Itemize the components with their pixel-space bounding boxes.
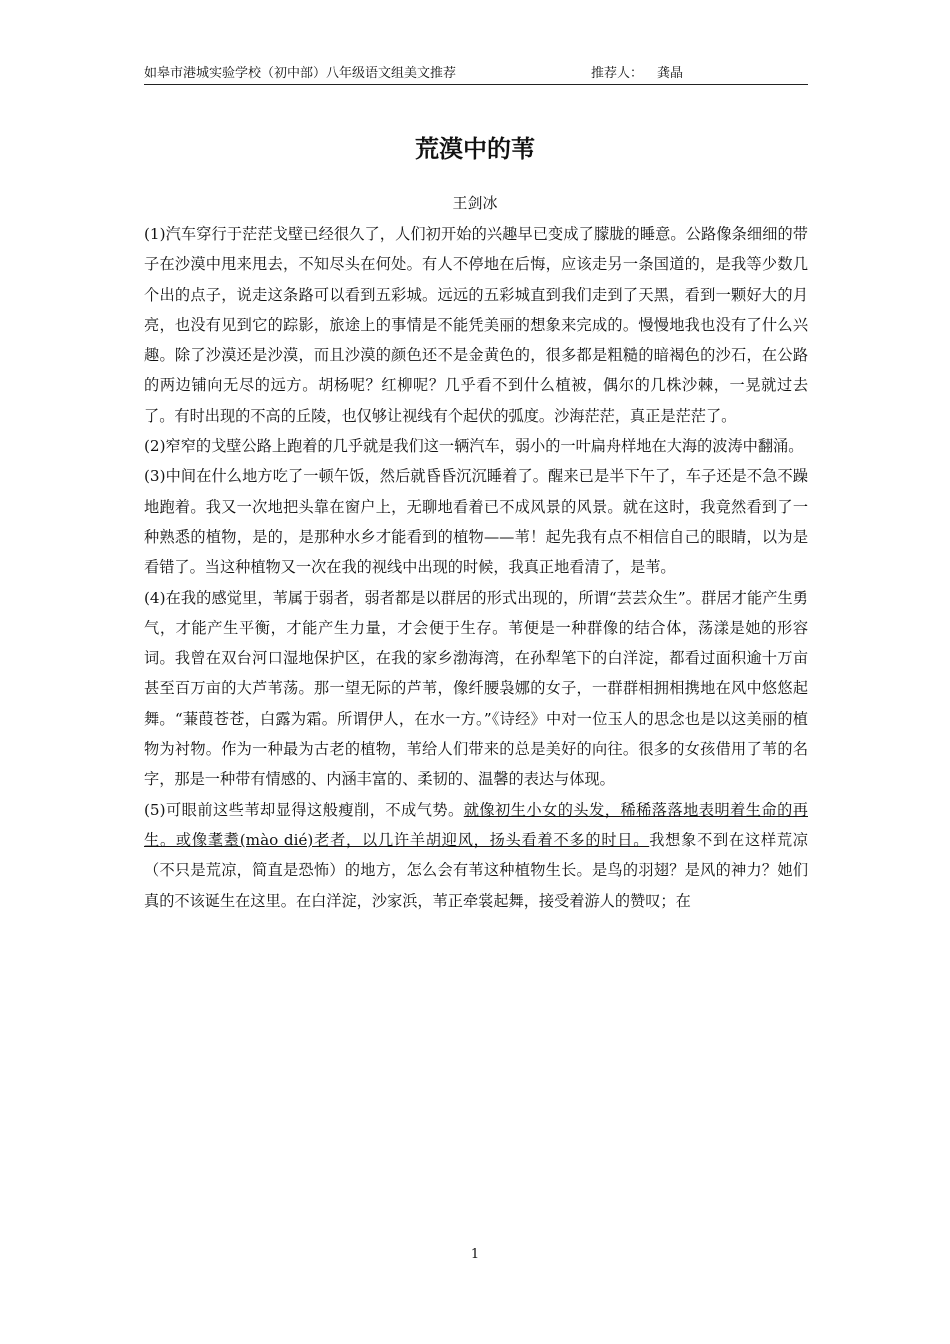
paragraph-3: (3)中间在什么地方吃了一顿午饭，然后就昏昏沉沉睡着了。醒来已是半下午了，车子还是不急不躁地跑着。我又一次地把头靠在窗户上，无聊地看着已不成风景的风景。就在这时，我竟然看到了一种熟悉的植物，是的，是那种水乡才能看到的植物——苇！起先我有点不相信自己的眼睛，以为是看错了。当这种植物又一次在我的视线中出现的时候，我真正地看清了，是苇。: [144, 467, 808, 577]
recommender-label: 推荐人：: [591, 66, 644, 81]
paragraph-4: (4)在我的感觉里，苇属于弱者，弱者都是以群居的形式出现的，所谓“芸芸众生”。群居才能产生勇气，才能产生平衡，才能产生力量，才会便于生存。苇便是一种群像的结合体，荡漾是她的形容词。我曾在双台河口湿地保护区，在我的家乡渤海湾，在孙犁笔下的白洋淀，都看过面积逾十万亩甚至百万亩的大芦苇荡。那一望无际的芦苇，像纤腰袅娜的女子，一群群相拥相携地在风中悠悠起舞。“蒹葭苍苍，白露为霜。所谓伊人，在水一方。”《诗经》中对一位玉人的思念也是以这美丽的植物为衬物。作为一种最为古老的植物，苇给人们带来的总是美好的向往。很多的女孩借用了苇的名字，那是一种带有情感的、内涵丰富的、柔韧的、温馨的表达与体现。: [144, 588, 808, 789]
paragraph-2: (2)窄窄的戈壁公路上跑着的几乎就是我们这一辆汽车，弱小的一叶扁舟样地在大海的波涛中翻涌。: [144, 437, 804, 456]
article-title: 荒漠中的苇: [415, 135, 535, 163]
header-school-title: 如皋市港城实验学校（初中部）八年级语文组美文推荐: [144, 66, 457, 81]
paragraph-5-rest: 我想象不到在这样荒凉（不只是荒凉，简直是恐怖）的地方，怎么会有苇这种植物生长。是鸟的羽翅？是风的神力？她们真的不该诞生在这里。在白洋淀，沙家浜，苇正牵裳起舞，接受着游人的赞叹；在: [144, 830, 808, 910]
page-number: 1: [470, 1247, 480, 1262]
paragraph-1: (1)汽车穿行于茫茫戈壁已经很久了，人们初开始的兴趣早已变成了朦胧的睡意。公路像条细细的带子在沙漠中甩来甩去，不知尽头在何处。有人不停地在后悔，应该走另一条国道的，是我等少数几个出的点子，说走这条路可以看到五彩城。远远的五彩城直到我们走到了天黑，看到一颗好大的月亮，也没有见到它的踪影，旅途上的事情是不能凭美丽的想象来完成的。慢慢地我也没有了什么兴趣。除了沙漠还是沙漠，而且沙漠的颜色还不是金黄色的，很多都是粗糙的暗褐色的沙石，在公路的两边铺向无尽的远方。胡杨呢？红柳呢？几乎看不到什么植被，偶尔的几株沙棘，一晃就过去了。有时出现的不高的丘陵，也仅够让视线有个起伏的弧度。沙海茫茫，真正是茫茫了。: [144, 225, 808, 425]
paragraph-5-lead: (5)可眼前这些苇却显得这般瘦削，不成气势。: [144, 800, 464, 819]
page-header: [144, 64, 808, 85]
recommender-name: 龚晶: [657, 66, 684, 81]
paragraph-5: [144, 795, 808, 916]
article-body: [144, 219, 808, 916]
header-recommender: [591, 64, 683, 84]
article-author: 王剑冰: [452, 194, 498, 212]
paragraph-5-underlined: 就像初生小女的头发，稀稀落落地表明着生命的再生。或像耄耋(mào dié)老者，以几许羊胡迎风，扬头看着不多的时日。: [144, 800, 808, 849]
